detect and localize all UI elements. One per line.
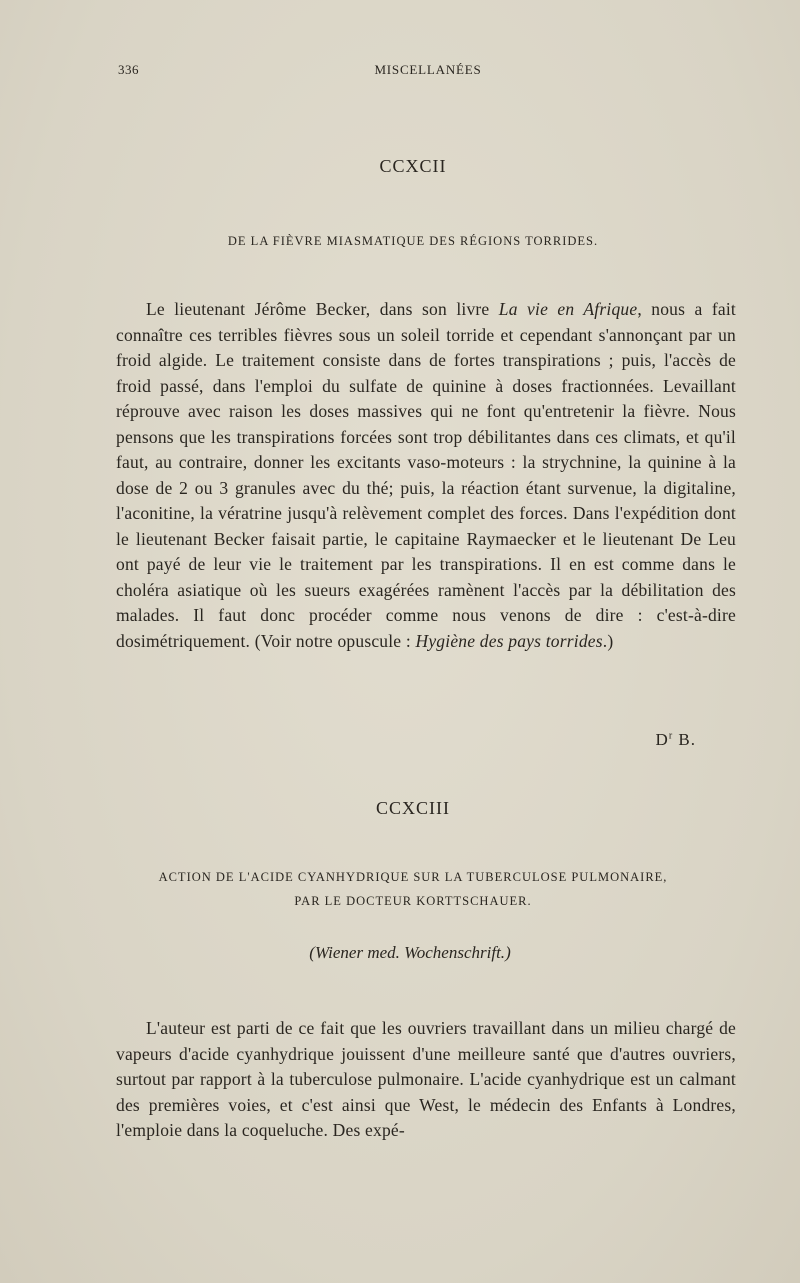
para-text-end: .) <box>602 630 614 651</box>
section2-paragraph-text: L'auteur est parti de ce fait que les ouvriers travaillant dans un milieu chargé de vapeurs d'acide cyanhydrique jouissent d'une meilleure santé que d'autres ouvriers, surtout par rapport à la tuberculose pulmonaire. L'acide cyanhydrique est un calmant des premières voies, et c'est ainsi que West, le médecin des Enfants à Londres, l'emploie dans la coqueluche. Des expé- <box>116 1018 736 1140</box>
section1-paragraph <box>116 297 736 654</box>
para-text-middle: , nous a fait connaître ces terribles fièvres sous un soleil torride et cependant s'annonçant par un froid algide. Le traitement consiste dans de fortes transpirations ; puis, l'accès de froid passé, dans l'emploi du sulfate de quinine à doses fractionnées. Levaillant réprouve avec raison les doses massives qui ne font qu'entretenir la fièvre. Nous pensons que les transpirations forcées sont trop débilitantes dans ces climats, et qu'il faut, au contraire, donner les excitants vaso-moteurs : la strychnine, la quinine à la dose de 2 ou 3 granules avec du thé; puis, la réaction étant survenue, la digitaline, l'aconitine, la vératrine jusqu'à relèvement complet des forces. Dans l'expédition dont le lieutenant Becker faisait partie, le capitaine Raymaecker et le lieutenant De Leu ont payé de leur vie le traitement par les transpirations. Il en est comme dans le choléra asiatique où les sueurs exagérées ramènent l'accès par la débilitation des malades. Il faut donc procéder comme nous venons de dire : c'est-à-dire dosimétriquement. (Voir notre opuscule : <box>116 299 736 651</box>
section-title-2-line2: PAR LE DOCTEUR KORTTSCHAUER. <box>294 894 532 908</box>
section-number-2: CCXCIII <box>376 798 450 818</box>
section-number-1: CCXCII <box>379 156 447 176</box>
section-title-2-line1: ACTION DE L'ACIDE CYANHYDRIQUE SUR LA TUBERCULOSE PULMONAIRE, <box>158 870 668 884</box>
running-head <box>118 62 738 82</box>
page-number: 336 <box>118 62 139 77</box>
section2-paragraph <box>116 1016 736 1144</box>
para-text-start: Le lieutenant Jérôme Becker, dans son livre <box>146 299 499 319</box>
running-title: MISCELLANÉES <box>374 62 482 77</box>
signature: $D^r$ B. <box>655 730 696 749</box>
source-citation: (Wiener med. Wochenschrift.) <box>309 943 511 962</box>
opuscule-title: Hygiène des pays torrides <box>415 630 603 651</box>
section-title-1: DE LA FIÈVRE MIASMATIQUE DES RÉGIONS TORRIDES. <box>227 234 599 248</box>
book-title: La vie en Afrique <box>498 299 638 319</box>
